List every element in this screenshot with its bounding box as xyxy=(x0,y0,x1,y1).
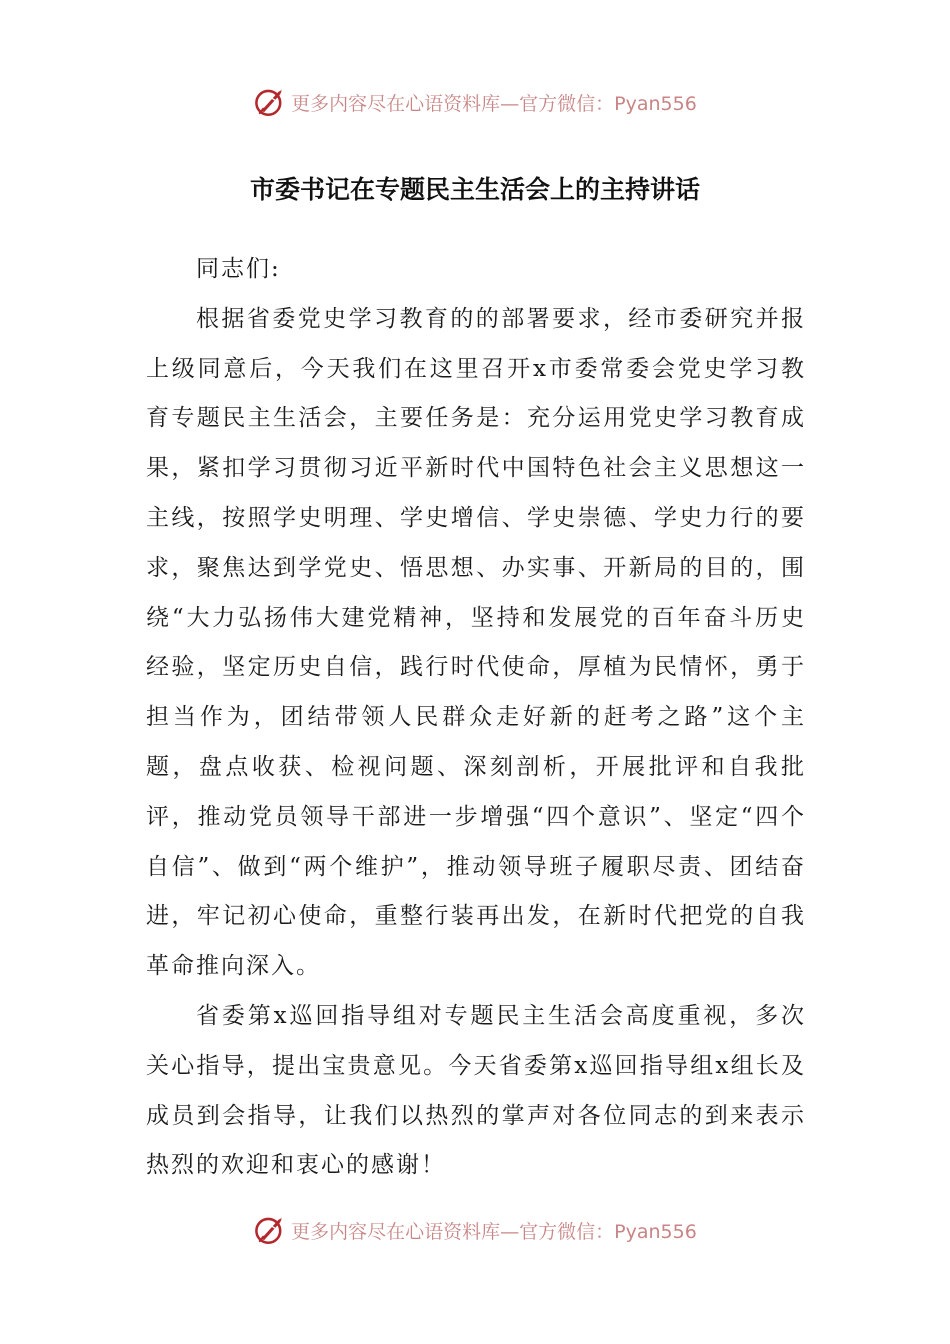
header-banner xyxy=(0,82,950,122)
wechat-id: Pyan556 xyxy=(614,1220,697,1243)
paragraph-1: 根据省委党史学习教育的的部署要求，经市委研究并报上级同意后，今天我们在这里召开x市委常委会党史学习教育专题民主生活会，主要任务是：充分运用党史学习教育成果，紧扣学习贯彻习近平新时代中国特色社会主义思想这一主线，按照学史明理、学史增信、学史崇德、学史力行的要求，聚焦达到学党史、悟思想、办实事、开新局的目的，围绕“大力弘扬伟大建党精神，坚持和发展党的百年奋斗历史经验，坚定历史自信，践行时代使命，厚植为民情怀，勇于担当作为，团结带领人民群众走好新的赶考之路”这个主题，盘点收获、检视问题、深刻剖析，开展批评和自我批评，推动党员领导干部进一步增强“四个意识”、坚定“四个自信”、做到“两个维护”，推动领导班子履职尽责、团结奋进，牢记初心使命，重整行装再出发，在新时代把党的自我革命推向深入。 xyxy=(146,305,806,980)
quill-logo-icon xyxy=(253,1213,287,1247)
paragraph-2: 省委第x巡回指导组对专题民主生活会高度重视，多次关心指导，提出宝贵意见。今天省委第x巡回指导组x组长及成员到会指导，让我们以热烈的掌声对各位同志的到来表示热烈的欢迎和衷心的感谢！ xyxy=(146,1002,806,1179)
document-body xyxy=(146,245,806,1191)
quill-logo-icon xyxy=(253,85,287,119)
document-title: 市委书记在专题民主生活会上的主持讲话 xyxy=(249,175,700,204)
footer-banner xyxy=(0,1210,950,1250)
banner-text: 更多内容尽在心语资料库—官方微信：Pyan556 xyxy=(291,92,697,115)
banner-text: 更多内容尽在心语资料库—官方微信：Pyan556 xyxy=(291,1220,697,1243)
salutation: 同志们: xyxy=(196,256,281,282)
wechat-id: Pyan556 xyxy=(614,92,697,115)
